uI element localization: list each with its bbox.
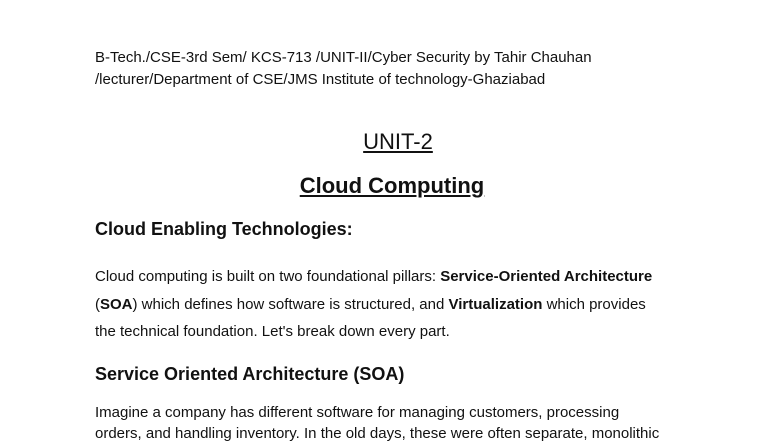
- unit-title: UNIT-2: [363, 129, 433, 154]
- text-run: Cloud computing is built on two foundational pillars:: [95, 268, 441, 285]
- section-heading-soa: Service Oriented Architecture (SOA): [95, 364, 405, 384]
- paragraph-line: Imagine a company has different software for managing customers, processing: [95, 404, 620, 421]
- text-run: ) which defines how software is structured, and: [132, 296, 449, 313]
- bold-term-soa-full: Service-Oriented Architecture: [440, 268, 653, 285]
- topic-title: Cloud Computing: [299, 173, 485, 198]
- header-line-1: B-Tech./CSE-3rd Sem/ KCS-713 /UNIT-II/Cyber Security by Tahir Chauhan: [95, 49, 592, 66]
- paragraph-line: orders, and handling inventory. In the old days, these were often separate, monolithic: [95, 425, 660, 441]
- bold-term-virtualization: Virtualization: [448, 296, 543, 313]
- text-run: (: [95, 296, 100, 313]
- paragraph-line: [95, 295, 646, 315]
- section-heading-cloud-enabling-technologies: Cloud Enabling Technologies:: [95, 219, 353, 239]
- paragraph-line: the technical foundation. Let's break down every part.: [95, 323, 450, 340]
- bold-term-soa: SOA: [100, 296, 133, 313]
- header-line-2: /lecturer/Department of CSE/JMS Institute of technology-Ghaziabad: [95, 71, 546, 88]
- paragraph-line: [95, 267, 652, 287]
- text-run: which provides: [542, 296, 646, 313]
